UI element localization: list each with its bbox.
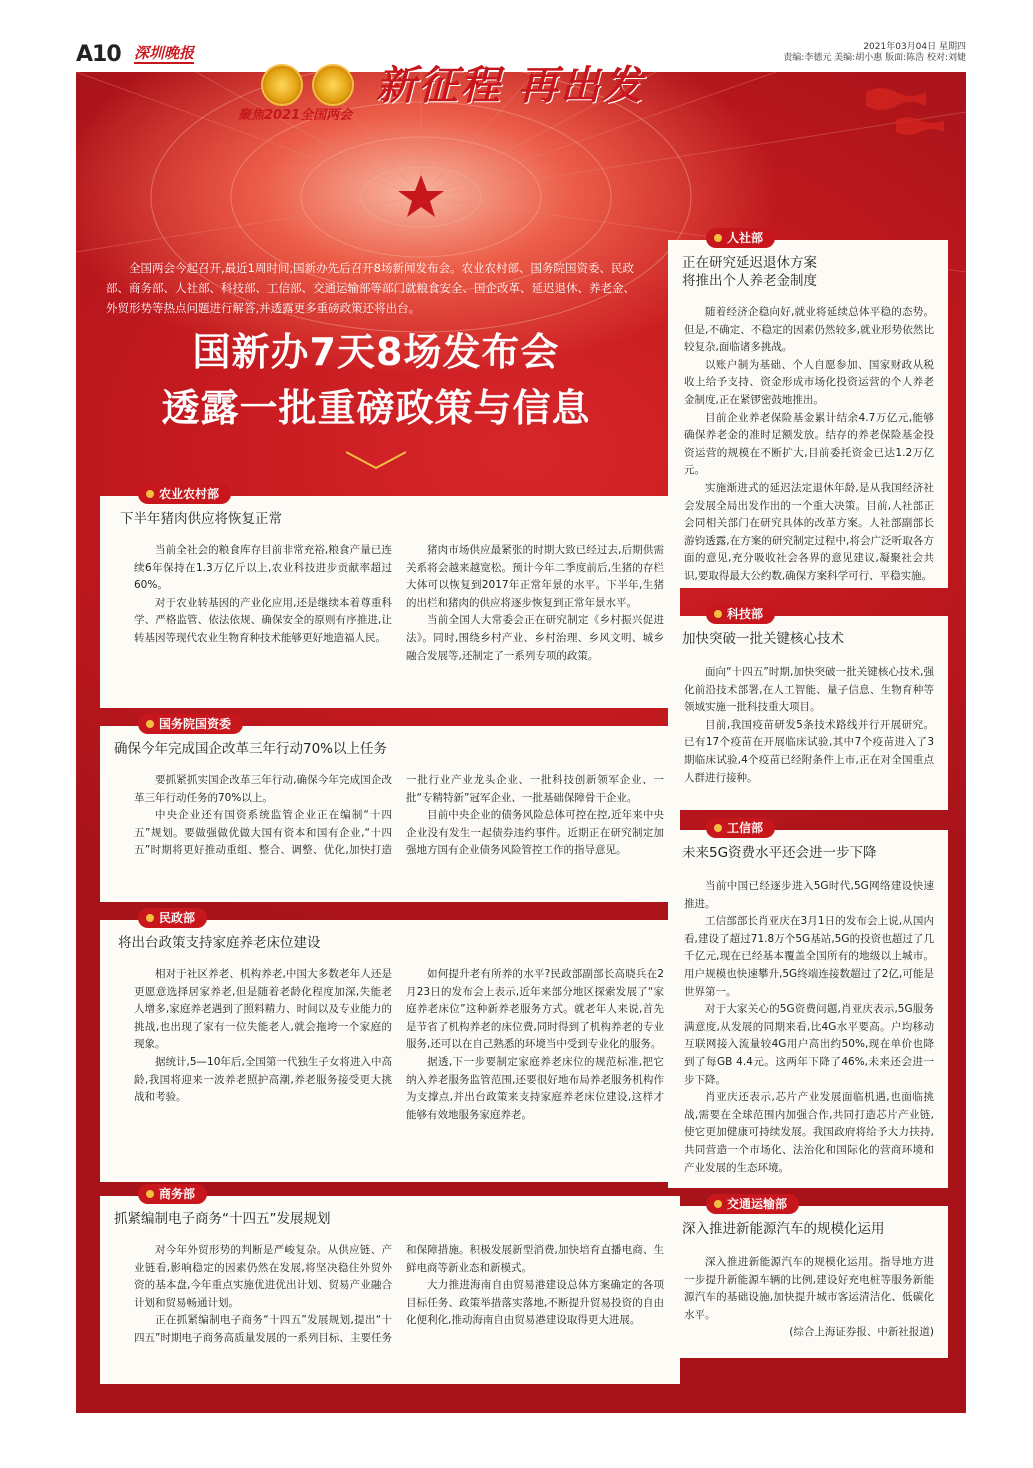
- paragraph: 面向“十四五”时期,加快突破一批关键核心技术,强化前沿技术部署,在人工智能、量子信息、生物育种等领域实施一批科技重大项目。: [684, 666, 934, 714]
- editor-credits: 责编:李德元 美编:胡小惠 版面:陈浩 校对:刘婕: [783, 53, 966, 63]
- paragraph: 据统计,5—10年后,全国第一代独生子女将进入中高龄,我国将迎来一波养老照护高潮,养老服务接受更大挑战和考验。: [134, 1055, 392, 1104]
- paragraph: 要抓紧抓实国企改革三年行动,确保今年完成国企改革三年行动任务的70%以上。: [134, 774, 392, 804]
- section-commerce: [100, 1187, 680, 1384]
- section-tag: [138, 484, 231, 504]
- section-body: [684, 878, 934, 1177]
- section-title: 加快突破一批关键核心技术: [682, 631, 844, 647]
- paragraph: 以账户制为基础、个人自愿参加、国家财政从税收上给予支持、资金形成市场化投资运营的个人养老金制度,正在紧锣密鼓地推出。: [684, 358, 934, 406]
- paragraph: 深入推进新能源汽车的规模化运用。指导地方进一步提升新能源车辆的比例,建设好充电桩等服务新能源汽车的基础设施,加快提升城市客运清洁化、低碳化水平。: [684, 1256, 934, 1321]
- section-body: [684, 1254, 934, 1342]
- section-title: 确保今年完成国企改革三年行动70%以上任务: [114, 741, 388, 757]
- section-tag-label: 农业农村部: [159, 487, 220, 501]
- paragraph: 相对于社区养老、机构养老,中国大多数老年人还是更愿意选择居家养老,但是随着老龄化程度加深,失能老人增多,家庭养老遇到了照料精力、时间以及专业能力的挑战,也出现了家有一位失能老人,就会拖垮一个家庭的现象。: [134, 968, 392, 1051]
- section-title: 深入推进新能源汽车的规模化运用: [682, 1221, 885, 1237]
- section-tag-label: 工信部: [727, 821, 764, 835]
- section-tag-label: 人社部: [727, 231, 764, 245]
- slogan: 新征程 再出发: [376, 63, 644, 109]
- intro-paragraph: 全国两会今起召开,最近1周时间,国新办先后召开8场新闻发布会。农业农村部、国务院国资委、民政部、商务部、人社部、科技部、工信部、交通运输部等部门就粮食安全、国企改革、延迟退休、养老金、外贸形势等热点问题进行解答,并透露更多重磅政策还将出台。: [106, 261, 635, 315]
- paragraph: 如何提升老有所养的水平?民政部副部长高晓兵在2月23日的发布会上表示,近年来部分地区探索发展了“家庭养老床位”这种新养老服务方式。就老年人来说,首先是节省了机构养老的床位费,同时得到了机构养老的专业服务,还可以在自己熟悉的环境当中受到专业化的服务。: [406, 968, 664, 1051]
- bullet-icon: [146, 914, 154, 922]
- flag-decoration-icon: [866, 88, 944, 135]
- headline-line-2: 透露一批重磅政策与信息: [161, 386, 591, 430]
- section-title-line: 将推出个人养老金制度: [682, 273, 817, 289]
- focus-label: 聚焦2021全国两会: [238, 108, 353, 123]
- section-civil-affairs: [100, 911, 680, 1182]
- red-star-icon: [398, 175, 444, 217]
- emblem-group: [261, 64, 358, 106]
- section-tag-label: 民政部: [159, 911, 196, 925]
- section-tag-label: 国务院国资委: [159, 717, 232, 731]
- paragraph: 对今年外贸形势的判断是严峻复杂。从供应链、产业链看,影响稳定的因素仍然在发展,将坚决稳住外贸外资的基本盘,今年重点实施优进优出计划、贸易产业融合计划和贸易畅通计划。: [134, 1244, 392, 1309]
- headline-line-1: 国新办7天8场发布会: [192, 330, 560, 374]
- section-body: [134, 1242, 664, 1348]
- chevron-down-icon: [346, 450, 406, 470]
- section-tag: [138, 1184, 207, 1204]
- section-body: [134, 966, 664, 1124]
- paragraph: 对于农业转基因的产业化应用,还是继续本着尊重科学、严格监管、依法依规、确保安全的原则有序推进,让转基因等现代农业生物育种技术能够更好地造福人民。: [134, 596, 392, 644]
- section-transport: [668, 1197, 948, 1358]
- section-tag-label: 科技部: [727, 607, 764, 621]
- cppcc-emblem-icon: [312, 64, 354, 106]
- masthead-logo: 深圳晚报: [134, 44, 195, 62]
- issue-date: 2021年03月04日 星期四: [863, 42, 966, 52]
- section-body: [684, 664, 934, 787]
- section-tag: [706, 604, 775, 624]
- section-human-resources: [668, 231, 948, 588]
- section-tag-label: 交通运输部: [727, 1197, 788, 1211]
- paragraph: 工信部部长肖亚庆在3月1日的发布会上说,从国内看,建设了超过71.8万个5G基站,5G的投资也超过了几千亿元,现在已经基本覆盖全国所有的地级以上城市。用户规模也快速攀升,5G终端连接数超过了2亿,可能是世界第一。: [684, 915, 934, 998]
- section-tag: [706, 818, 775, 838]
- section-agriculture: [100, 487, 680, 708]
- section-title-line: 正在研究延迟退休方案: [682, 255, 817, 271]
- paragraph: 目前,我国疫苗研发5条技术路线并行开展研究。已有17个疫苗在开展临床试验,其中7个疫苗进入了3期临床试验,4个疫苗已经附条件上市,正在对全国重点人群进行接种。: [684, 718, 934, 784]
- paragraph: 目前企业养老保险基金累计结余4.7万亿元,能够确保养老金的准时足额发放。结存的养老保险基金投资运营的规模在不断扩大,目前委托资金已达1.2万亿元。: [684, 411, 934, 477]
- main-headline: [96, 324, 656, 436]
- paragraph: 对于大家关心的5G资费问题,肖亚庆表示,5G服务满意度,从发展的同期来看,比4G水平要高。户均移动互联网接入流量较4G用户高出约50%,现在单价也降到了每GB 4.4元。这两年下降了46%,未来还会进一步下降。: [684, 1003, 934, 1086]
- section-body: [684, 304, 934, 586]
- paragraph: 随着经济企稳向好,就业将延续总体平稳的态势。但是,不确定、不稳定的因素仍然较多,就业形势依然比较复杂,面临诸多挑战。: [684, 306, 934, 354]
- paragraph: 据透,下一步要制定家庭养老床位的规范标准,把它纳入养老服务监管范围,还要很好地布局养老服务机构作为支撑点,并出台政策来支持家庭养老床位建设,这样才能够有效地服务家庭养老。: [406, 1055, 664, 1121]
- paragraph: 大力推进海南自由贸易港建设总体方案确定的各项目标任务、政策举措落实落地,不断提升贸易投资的自由化便利化,推动海南自由贸易港建设取得更大进展。: [406, 1279, 664, 1327]
- paragraph: 实施渐进式的延迟法定退休年龄,是从我国经济社会发展全局出发作出的一个重大决策。目前,人社部正会同相关部门在研究具体的改革方案。人社部副部长游钧透露,在方案的研究制定过程中,将会广泛听取各方面的意见,充分吸收社会各界的意见建议,凝聚社会共识,要取得最大公约数,确保方案科学可行、平稳实施。: [684, 481, 934, 582]
- bullet-icon: [714, 610, 722, 618]
- section-tag-label: 商务部: [159, 1187, 196, 1201]
- section-body: [134, 772, 664, 860]
- section-tag: [706, 1194, 799, 1214]
- paragraph: 猪肉市场供应最紧张的时期大致已经过去,后期供需关系将会越来越宽松。预计今年二季度前后,生猪的存栏大体可以恢复到2017年正常年景的水平。下半年,生猪的出栏和猪肉的供应将逐步恢复到正常年景水平。: [406, 544, 664, 609]
- section-title: 下半年猪肉供应将恢复正常: [120, 511, 282, 527]
- paragraph: 目前中央企业的债务风险总体可控在控,近年来中央企业没有发生一起债券违约事件。近期正在研究制定加强地方国有企业债务风险管控工作的指导意见。: [406, 809, 664, 857]
- section-title: 未来5G资费水平还会进一步下降: [682, 845, 877, 861]
- section-tag: [138, 908, 207, 928]
- section-tag: [706, 228, 775, 248]
- section-title: 抓紧编制电子商务“十四五”发展规划: [114, 1211, 331, 1227]
- section-science-tech: [668, 607, 948, 810]
- paragraph: 当前中国已经逐步进入5G时代,5G网络建设快速推进。: [684, 880, 934, 910]
- paragraph: 当前全社会的粮食库存目前非常充裕,粮食产量已连续6年保持在1.3万亿斤以上,农业科技进步贡献率超过60%。: [134, 544, 392, 592]
- bullet-icon: [146, 490, 154, 498]
- bullet-icon: [714, 1200, 722, 1208]
- bullet-icon: [146, 1190, 154, 1198]
- paragraph: 当前全国人大常委会正在研究制定《乡村振兴促进法》。同时,围绕乡村产业、乡村治理、乡风文明、城乡融合发展等,还制定了一系列专项的政策。: [406, 614, 664, 662]
- national-emblem-icon: [261, 64, 303, 106]
- page-number: A10: [76, 42, 121, 67]
- section-title: [682, 254, 817, 290]
- bullet-icon: [714, 824, 722, 832]
- paragraph: 肖亚庆还表示,芯片产业发展面临机遇,也面临挑战,需要在全球范围内加强合作,共同打造芯片产业链,使它更加健康可持续发展。我国政府将给予大力扶持,共同营造一个市场化、法治化和国际化的营商环境和产业发展的生态环境。: [684, 1091, 934, 1174]
- section-miit: [668, 821, 948, 1188]
- section-tag: [138, 714, 243, 734]
- section-title: 将出台政策支持家庭养老床位建设: [118, 935, 321, 951]
- section-sasac: [100, 717, 680, 902]
- source-credit: (综合上海证券报、中新社报道): [789, 1326, 934, 1339]
- bullet-icon: [146, 720, 154, 728]
- paragraph: 中央企业还有国资系统监管企业正在编制“十四五”规划。要做强做优做大国有资本和国有企业,“十四五”时期将更好推动重组、整合、调整、优化,加快打造一批行业产业龙头企业、一批科技创新领军企业、一批“专精特新”冠军企业、一批基础保障骨干企业。: [134, 774, 664, 857]
- bullet-icon: [714, 234, 722, 242]
- section-body: [134, 542, 664, 665]
- paragraph: 正在抓紧编制电子商务“十四五”发展规划,提出“十四五”时期电子商务高质量发展的一系列目标、主要任务和保障措施。积极发展新型消费,加快培育直播电商、生鲜电商等新业态和新模式。: [134, 1244, 664, 1344]
- header-info: [783, 42, 966, 64]
- feature-poster: [76, 63, 966, 1413]
